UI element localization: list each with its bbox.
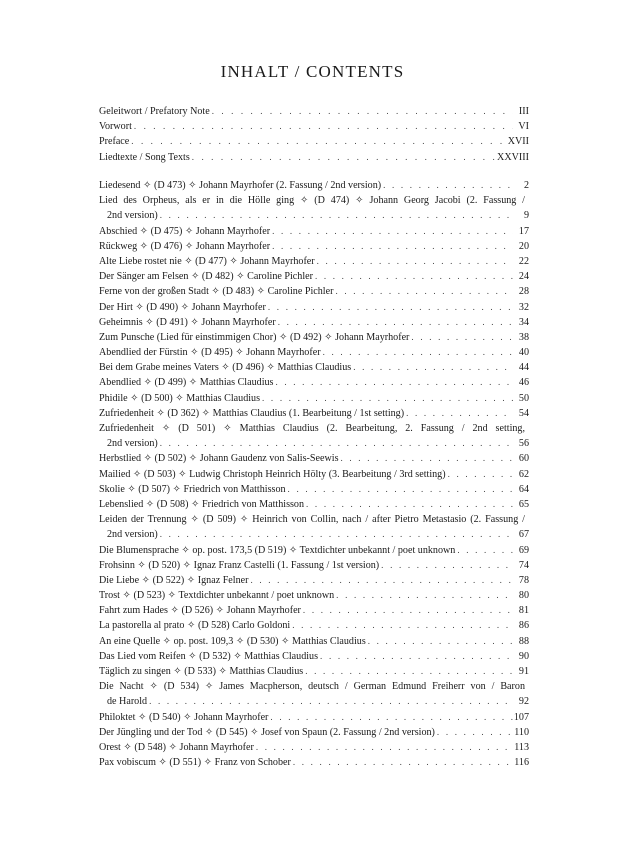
entry-title: Mailied ✧ (D 503) ✧ Ludwig Christoph Heinrich Hölty (3. Bearbeitung / 3rd setting) — [99, 468, 446, 480]
page-number: 32 — [518, 301, 529, 313]
toc-entry[interactable] — [99, 497, 529, 512]
page-number: 62 — [518, 468, 529, 480]
dot-leader — [272, 224, 513, 239]
toc-entry[interactable] — [99, 406, 529, 421]
entry-title: Der Jüngling und der Tod ✧ (D 545) ✧ Josef von Spaun (2. Fassung / 2nd version) — [99, 726, 435, 738]
dot-leader — [306, 497, 513, 512]
page-number: 20 — [518, 240, 529, 252]
entry-title: Lebenslied ✧ (D 508) ✧ Friedrich von Matthisson — [99, 498, 305, 510]
page-number: 44 — [518, 362, 529, 374]
page-number: 91 — [518, 666, 529, 678]
toc-entry[interactable] — [99, 193, 529, 223]
dot-leader — [278, 315, 513, 330]
page-number: 34 — [518, 316, 529, 328]
dot-leader — [256, 740, 513, 755]
toc-entry[interactable] — [99, 664, 529, 679]
entry-title: Geheimnis ✧ (D 491) ✧ Johann Mayrhofer — [99, 316, 276, 328]
page-number: VI — [518, 121, 529, 133]
entry-title: Abendlied ✧ (D 499) ✧ Matthias Claudius — [99, 377, 274, 389]
entry-title: La pastorella al prato ✧ (D 528) Carlo Goldoni — [99, 620, 291, 632]
dot-leader — [368, 634, 513, 649]
toc-entry[interactable] — [99, 239, 529, 254]
dot-leader — [160, 208, 513, 223]
page-number: 56 — [518, 438, 529, 450]
dot-leader — [192, 150, 497, 165]
dot-leader — [315, 269, 513, 284]
toc-entry[interactable] — [99, 512, 529, 542]
page-number: 40 — [518, 347, 529, 359]
entry-title: 2nd version) — [107, 210, 158, 222]
dot-leader — [353, 360, 513, 375]
toc-entry[interactable] — [99, 421, 529, 451]
toc-entry[interactable] — [99, 618, 529, 633]
front-matter-entry[interactable] — [99, 104, 529, 119]
entry-title: Alte Liebe rostet nie ✧ (D 477) ✧ Johann Mayrhofer — [99, 255, 315, 267]
toc-entry[interactable] — [99, 558, 529, 573]
page-number: 65 — [518, 498, 529, 510]
entry-title: Der Hirt ✧ (D 490) ✧ Johann Mayrhofer — [99, 301, 266, 313]
front-matter-list — [99, 104, 529, 165]
toc-entry[interactable] — [99, 360, 529, 375]
entry-title: Liedtexte / Song Texts — [99, 151, 190, 163]
dot-leader — [383, 178, 513, 193]
page-number: 38 — [518, 331, 529, 343]
toc-entry[interactable] — [99, 300, 529, 315]
front-matter-entry[interactable] — [99, 134, 529, 149]
page-number: III — [518, 106, 529, 117]
entry-title: An eine Quelle ✧ op. post. 109,3 ✧ (D 530) ✧ Matthias Claudius — [99, 635, 366, 647]
page-number: 74 — [518, 559, 529, 571]
page-number: 9 — [523, 210, 529, 222]
dot-leader — [292, 618, 513, 633]
dot-leader — [275, 375, 513, 390]
dot-leader — [305, 664, 513, 679]
dot-leader — [134, 119, 513, 134]
dot-leader — [437, 725, 513, 740]
page-number: 17 — [518, 225, 529, 237]
entry-title: 2nd version) — [107, 438, 158, 450]
toc-entry[interactable] — [99, 573, 529, 588]
page-number: 67 — [518, 529, 529, 541]
entry-title: Pax vobiscum ✧ (D 551) ✧ Franz von Schober — [99, 757, 291, 769]
page-number: 24 — [518, 271, 529, 283]
front-matter-entry[interactable] — [99, 119, 529, 134]
toc-entry[interactable] — [99, 710, 529, 725]
dot-leader — [293, 755, 513, 770]
entry-title-line1: Leiden der Trennung ✧ (D 509) ✧ Heinrich von Collin, nach / after Pietro Metastasio (2. Fassung / — [99, 514, 525, 526]
toc-entry[interactable] — [99, 755, 529, 770]
front-matter-entry[interactable] — [99, 150, 529, 165]
toc-entry[interactable] — [99, 254, 529, 269]
toc-entry[interactable] — [99, 543, 529, 558]
page-number: 92 — [518, 696, 529, 708]
page-number: 80 — [518, 590, 529, 602]
toc-entry[interactable] — [99, 391, 529, 406]
dot-leader — [457, 543, 513, 558]
toc-entry[interactable] — [99, 284, 529, 299]
toc-entry[interactable] — [99, 679, 529, 709]
page-number: 81 — [518, 605, 529, 617]
entry-title: Fahrt zum Hades ✧ (D 526) ✧ Johann Mayrhofer — [99, 605, 301, 617]
page-title: INHALT / CONTENTS — [220, 62, 405, 81]
dot-leader — [250, 573, 513, 588]
song-list — [99, 178, 529, 770]
dot-leader — [406, 406, 513, 421]
entry-title: Abendlied der Fürstin ✧ (D 495) ✧ Johann Mayrhofer — [99, 347, 321, 359]
entry-title: Das Lied vom Reifen ✧ (D 532) ✧ Matthias Claudius — [99, 650, 319, 662]
entry-title: Die Blumensprache ✧ op. post. 173,5 (D 519) ✧ Textdichter unbekannt / poet unknown — [99, 544, 456, 556]
entry-title: Trost ✧ (D 523) ✧ Textdichter unbekannt / poet unknown — [99, 590, 335, 602]
dot-leader — [448, 467, 513, 482]
entry-title: Ferne von der großen Stadt ✧ (D 483) ✧ Caroline Pichler — [99, 286, 334, 298]
page-number: 64 — [518, 483, 529, 495]
dot-leader — [323, 345, 513, 360]
entry-title: Liedesend ✧ (D 473) ✧ Johann Mayrhofer (2. Fassung / 2nd version) — [99, 180, 382, 191]
entry-title: Die Liebe ✧ (D 522) ✧ Ignaz Felner — [99, 574, 249, 586]
page-number: 28 — [518, 286, 529, 298]
page-number: 110 — [514, 726, 529, 738]
toc-entry[interactable] — [99, 315, 529, 330]
dot-leader — [212, 104, 513, 119]
dot-leader — [288, 482, 513, 497]
toc-entry[interactable] — [99, 269, 529, 284]
toc-entry[interactable] — [99, 740, 529, 755]
page-number: 116 — [514, 757, 529, 769]
dot-leader — [303, 603, 513, 618]
entry-title: de Harold — [107, 696, 148, 708]
page-number: 78 — [518, 574, 529, 586]
entry-title-line1: Die Nacht ✧ (D 534) ✧ James Macpherson, deutsch / German Edmund Freiherr von / Baron — [99, 681, 525, 693]
page-number: 2 — [523, 180, 529, 191]
toc-entry[interactable] — [99, 482, 529, 497]
dot-leader — [160, 436, 513, 451]
entry-title: Rückweg ✧ (D 476) ✧ Johann Mayrhofer — [99, 240, 271, 252]
dot-leader — [341, 451, 514, 466]
dot-leader — [270, 710, 513, 725]
entry-title: Zufriedenheit ✧ (D 362) ✧ Matthias Claudius (1. Bearbeitung / 1st setting) — [99, 407, 405, 419]
entry-title: Skolie ✧ (D 507) ✧ Friedrich von Matthisson — [99, 483, 286, 495]
dot-leader — [411, 330, 513, 345]
page-number: 86 — [518, 620, 529, 632]
page-number: 107 — [513, 711, 529, 723]
toc-entry[interactable] — [99, 603, 529, 618]
page-number: XXVIII — [497, 151, 529, 163]
page-number: XVII — [507, 136, 529, 148]
page-number: 90 — [518, 650, 529, 662]
dot-leader — [272, 239, 513, 254]
page-number: 60 — [518, 453, 529, 465]
dot-leader — [320, 649, 513, 664]
toc-entry[interactable] — [99, 634, 529, 649]
toc-entry[interactable] — [99, 375, 529, 390]
toc-entry[interactable] — [99, 649, 529, 664]
page-number: 22 — [518, 255, 529, 267]
dot-leader — [131, 134, 507, 149]
page-number: 69 — [518, 544, 529, 556]
entry-title: Frohsinn ✧ (D 520) ✧ Ignaz Franz Castelli (1. Fassung / 1st version) — [99, 559, 380, 571]
entry-title: 2nd version) — [107, 529, 158, 541]
entry-title: Bei dem Grabe meines Vaters ✧ (D 496) ✧ Matthias Claudius — [99, 362, 352, 374]
dot-leader — [160, 527, 513, 542]
dot-leader — [262, 391, 513, 406]
dot-leader — [335, 284, 513, 299]
entry-title: Herbstlied ✧ (D 502) ✧ Johann Gaudenz von Salis-Seewis — [99, 453, 339, 465]
entry-title: Der Sänger am Felsen ✧ (D 482) ✧ Caroline Pichler — [99, 271, 313, 283]
entry-title: Abschied ✧ (D 475) ✧ Johann Mayrhofer — [99, 225, 271, 237]
entry-title: Phidile ✧ (D 500) ✧ Matthias Claudius — [99, 392, 261, 404]
dot-leader — [381, 558, 513, 573]
entry-title: Vorwort — [99, 121, 132, 133]
entry-title-line1: Lied des Orpheus, als er in die Hölle ging ✧ (D 474) ✧ Johann Georg Jacobi (2. Fassung / — [99, 195, 525, 207]
dot-leader — [268, 300, 513, 315]
entry-title-line1: Zufriedenheit ✧ (D 501) ✧ Matthias Claudius (2. Bearbeitung, 2. Fassung / 2nd setting, — [99, 423, 525, 435]
dot-leader — [149, 694, 513, 709]
entry-title: Zum Punsche (Lied für einstimmigen Chor) ✧ (D 492) ✧ Johann Mayrhofer — [99, 331, 410, 343]
toc-entry[interactable] — [99, 451, 529, 466]
entry-title: Philoktet ✧ (D 540) ✧ Johann Mayrhofer — [99, 711, 269, 723]
dot-leader — [336, 588, 513, 603]
toc-entry[interactable] — [99, 467, 529, 482]
dot-leader — [317, 254, 513, 269]
toc-entry[interactable] — [99, 588, 529, 603]
page-number: 54 — [518, 407, 529, 419]
toc-entry[interactable] — [99, 330, 529, 345]
entry-title: Täglich zu singen ✧ (D 533) ✧ Matthias Claudius — [99, 666, 304, 678]
page-number: 88 — [518, 635, 529, 647]
page-number: 50 — [518, 392, 529, 404]
page-number: 46 — [518, 377, 529, 389]
toc-entry[interactable] — [99, 178, 529, 193]
toc-entry[interactable] — [99, 224, 529, 239]
entry-title: Geleitwort / Prefatory Note — [99, 106, 210, 117]
toc-entry[interactable] — [99, 345, 529, 360]
toc-entry[interactable] — [99, 725, 529, 740]
page-number: 113 — [514, 742, 529, 753]
entry-title: Orest ✧ (D 548) ✧ Johann Mayrhofer — [99, 742, 254, 753]
entry-title: Preface — [99, 136, 130, 148]
